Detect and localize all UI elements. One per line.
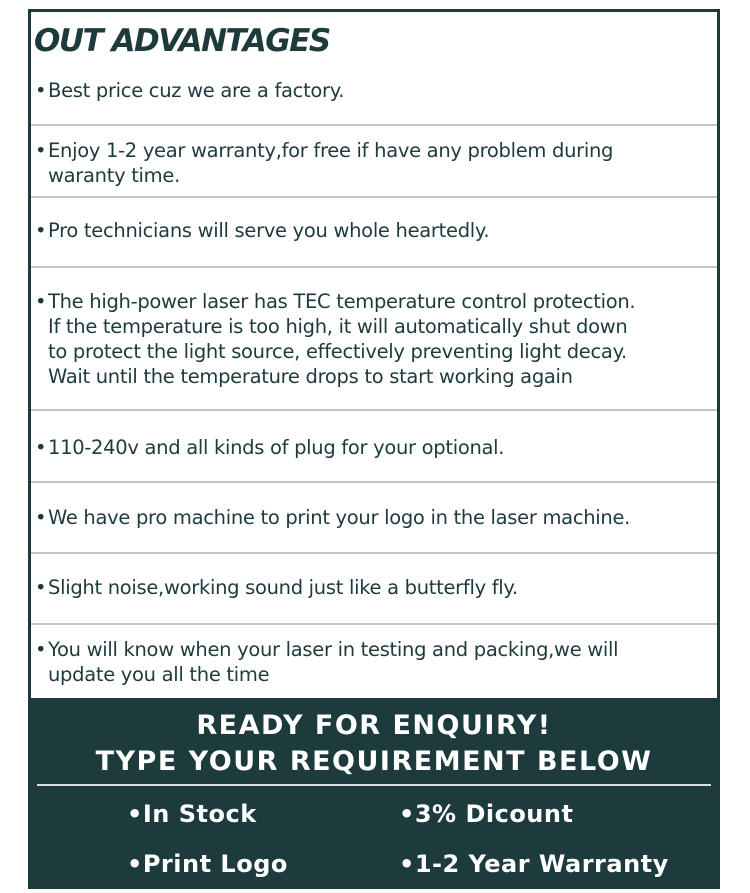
list-item	[34, 218, 717, 243]
page-title: OUT ADVANTAGES	[34, 23, 330, 59]
list-item-line: 110-240v and all kinds of plug for your optional.	[48, 436, 505, 459]
list-item-line: to protect the light source, effectively preventing light decay.	[48, 340, 627, 363]
list-item-line: You will know when your laser in testing and packing,we will	[48, 638, 619, 661]
cta-heading: READY FOR ENQUIRY!	[196, 710, 552, 741]
advantages-panel	[28, 9, 720, 889]
list-item	[34, 575, 717, 600]
list-item	[34, 505, 717, 530]
feature-label: Print Logo	[142, 850, 288, 878]
feature-warranty	[399, 852, 669, 876]
list-item	[34, 289, 717, 389]
divider	[31, 409, 717, 411]
list-item-line: Wait until the temperature drops to start working again	[48, 365, 573, 388]
bullet-icon: •	[35, 436, 47, 459]
list-item-line: Slight noise,working sound just like a butterfly fly.	[48, 576, 518, 599]
bullet-icon: •	[127, 850, 143, 878]
bullet-icon: •	[127, 800, 143, 828]
cta-subheading: TYPE YOUR REQUIREMENT BELOW	[95, 746, 653, 777]
feature-print-logo	[127, 852, 288, 876]
divider	[31, 124, 717, 126]
divider	[37, 784, 711, 786]
divider	[31, 481, 717, 483]
divider	[31, 623, 717, 625]
divider	[31, 196, 717, 198]
list-item-line: Pro technicians will serve you whole heartedly.	[48, 219, 490, 242]
bullet-icon: •	[399, 850, 415, 878]
bullet-icon: •	[35, 638, 47, 661]
feature-discount	[399, 802, 573, 826]
list-item	[34, 138, 717, 188]
list-item	[34, 78, 717, 103]
list-item-line: waranty time.	[48, 164, 180, 187]
bullet-icon: •	[35, 506, 47, 529]
feature-label: 3% Dicount	[414, 800, 574, 828]
list-item-line: The high-power laser has TEC temperature control protection.	[48, 290, 636, 313]
list-item	[34, 435, 717, 460]
bullet-icon: •	[35, 576, 47, 599]
bullet-icon: •	[35, 290, 47, 313]
bullet-icon: •	[35, 139, 47, 162]
enquiry-banner	[31, 698, 717, 889]
list-item-line: We have pro machine to print your logo in the laser machine.	[48, 506, 631, 529]
bullet-icon: •	[35, 79, 47, 102]
list-item-line: Best price cuz we are a factory.	[48, 79, 345, 102]
list-item	[34, 637, 717, 687]
feature-label: In Stock	[142, 800, 257, 828]
feature-label: 1-2 Year Warranty	[414, 850, 669, 878]
divider	[31, 552, 717, 554]
bullet-icon: •	[399, 800, 415, 828]
list-item-line: Enjoy 1-2 year warranty,for free if have any problem during	[48, 139, 614, 162]
divider	[31, 266, 717, 268]
list-item-line: If the temperature is too high, it will automatically shut down	[48, 315, 628, 338]
feature-in-stock	[127, 802, 257, 826]
bullet-icon: •	[35, 219, 47, 242]
list-item-line: update you all the time	[48, 663, 270, 686]
